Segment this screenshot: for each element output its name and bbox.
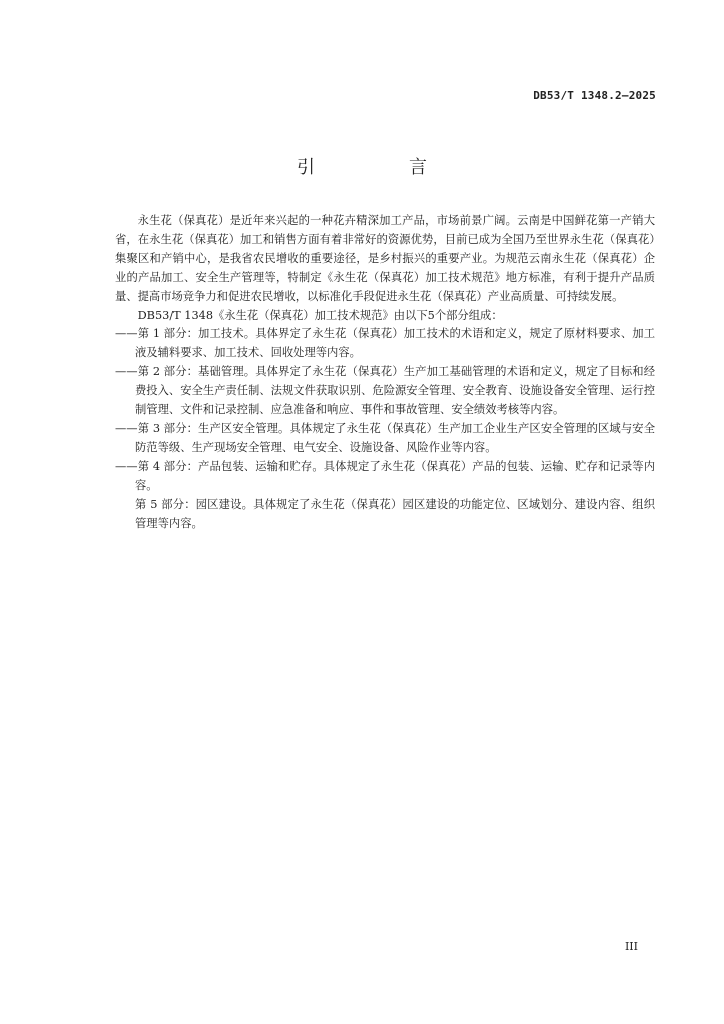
part-item-4: ——第 4 部分：产品包装、运输和贮存。具体规定了永生花（保真花）产品的包装、运输、贮存和记录等内容。 — [115, 459, 655, 492]
parts-intro: DB53/T 1348《永生花（保真花）加工技术规范》由以下5个部分组成： — [137, 308, 503, 322]
page-number: III — [624, 940, 638, 953]
document-code: DB53/T 1348.2—2025 — [533, 89, 656, 102]
document-body — [115, 212, 655, 533]
part-item-5: 第 5 部分：园区建设。具体规定了永生花（保真花）园区建设的功能定位、区域划分、建设内容、组织管理等内容。 — [135, 497, 655, 530]
section-title: 引 言 — [297, 157, 465, 178]
intro-paragraph: 永生花（保真花）是近年来兴起的一种花卉精深加工产品，市场前景广阔。云南是中国鲜花第一产销大省，在永生花（保真花）加工和销售方面有着非常好的资源优势，目前已成为全国乃至世界永生花（保真花）集聚区和产销中心，是我省农民增收的重要途径，是乡村振兴的重要产业。为规范云南永生花（保真花）企业的产品加工、安全生产管理等，特制定《永生花（保真花）加工技术规范》地方标准，有利于提升产品质量、提高市场竞争力和促进农民增收，以标准化手段促进永生花（保真花）产业高质量、可持续发展。 — [115, 214, 655, 303]
part-item-2: ——第 2 部分：基础管理。具体界定了永生花（保真花）生产加工基础管理的术语和定义，规定了目标和经费投入、安全生产责任制、法规文件获取识别、危险源安全管理、安全教育、设施设备安全管理、运行控制管理、文件和记录控制、应急准备和响应、事件和事故管理、安全绩效考核等内容。 — [115, 365, 655, 417]
part-item-1: ——第 1 部分：加工技术。具体界定了永生花（保真花）加工技术的术语和定义，规定了原材料要求、加工液及辅料要求、加工技术、回收处理等内容。 — [115, 327, 655, 360]
part-item-3: ——第 3 部分：生产区安全管理。具体规定了永生花（保真花）生产加工企业生产区安全管理的区域与安全防范等级、生产现场安全管理、电气安全、设施设备、风险作业等内容。 — [115, 421, 655, 454]
